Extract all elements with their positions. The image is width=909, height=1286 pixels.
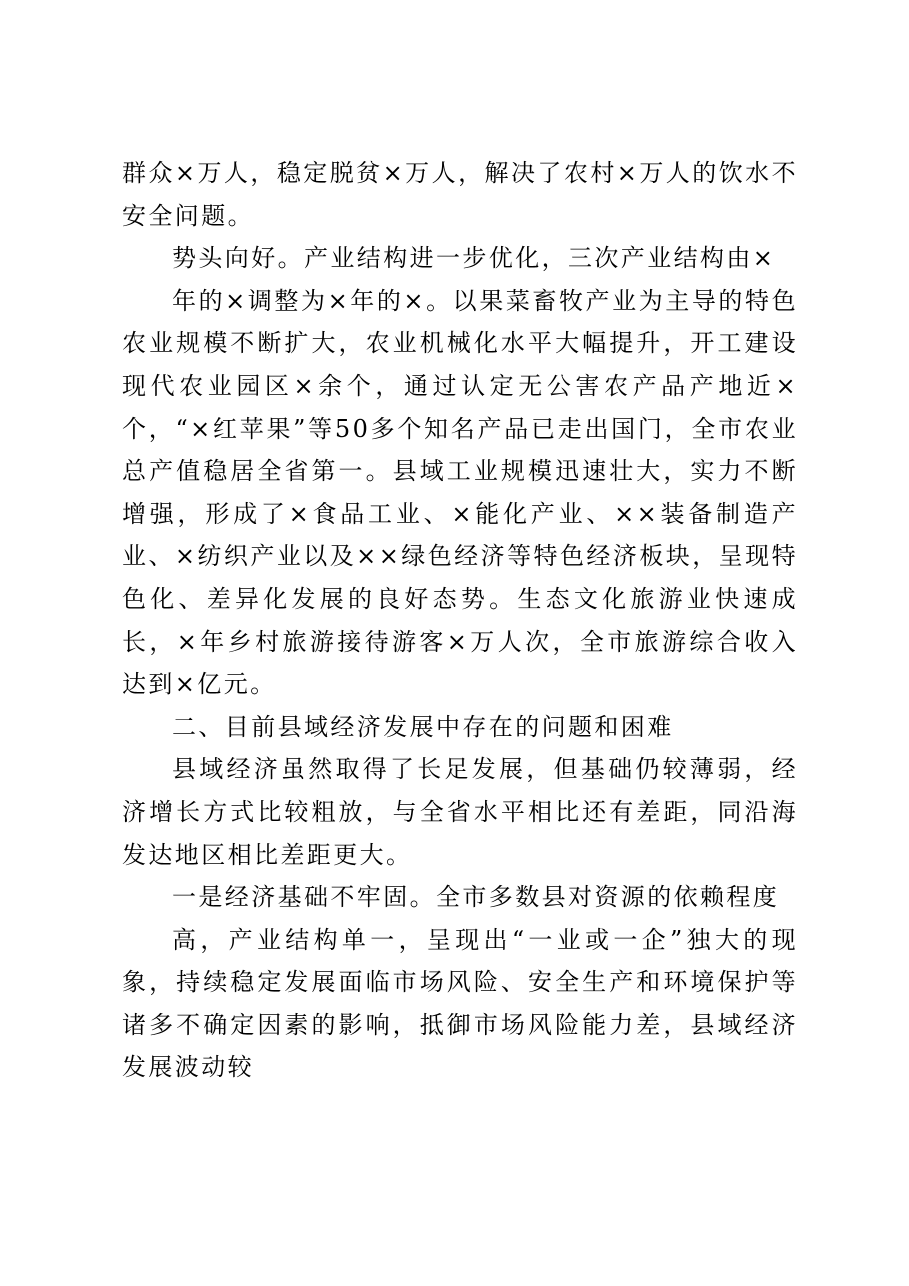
document-page — [122, 152, 798, 1089]
paragraph-2: 势头向好。产业结构进一步优化，三次产业结构由× — [172, 244, 776, 273]
section-heading: 二、目前县域经济发展中存在的问题和困难 — [172, 712, 674, 741]
paragraph-3: 年的×调整为×年的×。以果菜畜牧产业为主导的特色农业规模不断扩大，农业机械化水平大幅提升，开工建设现代农业园区×余个，通过认定无公害农产品产地近×个，“×红苹果”等50多个知名产品已走出国门，全市农业总产值稳居全省第一。县域工业规模迅速壮大，实力不断增强，形成了×食品工业、×能化产业、××装备制造产业、×纺织产业以及××绿色经济等特色经济板块，呈现特色化、差异化发展的良好态势。生态文化旅游业快速成长，×年乡村旅游接待游客×万人次，全市旅游综合收入达到×亿元。 — [122, 286, 798, 699]
paragraph-6: 高，产业结构单一，呈现出“一业或一企”独大的现象，持续稳定发展面临市场风险、安全生产和环境保护等诸多不确定因素的影响，抵御市场风险能力差，县域经济发展波动较 — [122, 925, 798, 1082]
paragraph-5: 一是经济基础不牢固。全市多数县对资源的依赖程度 — [172, 883, 780, 912]
paragraph-1: 群众×万人，稳定脱贫×万人，解决了农村×万人的饮水不安全问题。 — [122, 159, 798, 230]
paragraph-4: 县域经济虽然取得了长足发展，但基础仍较薄弱，经济增长方式比较粗放，与全省水平相比还有差距，同沿海发达地区相比差距更大。 — [122, 755, 798, 869]
